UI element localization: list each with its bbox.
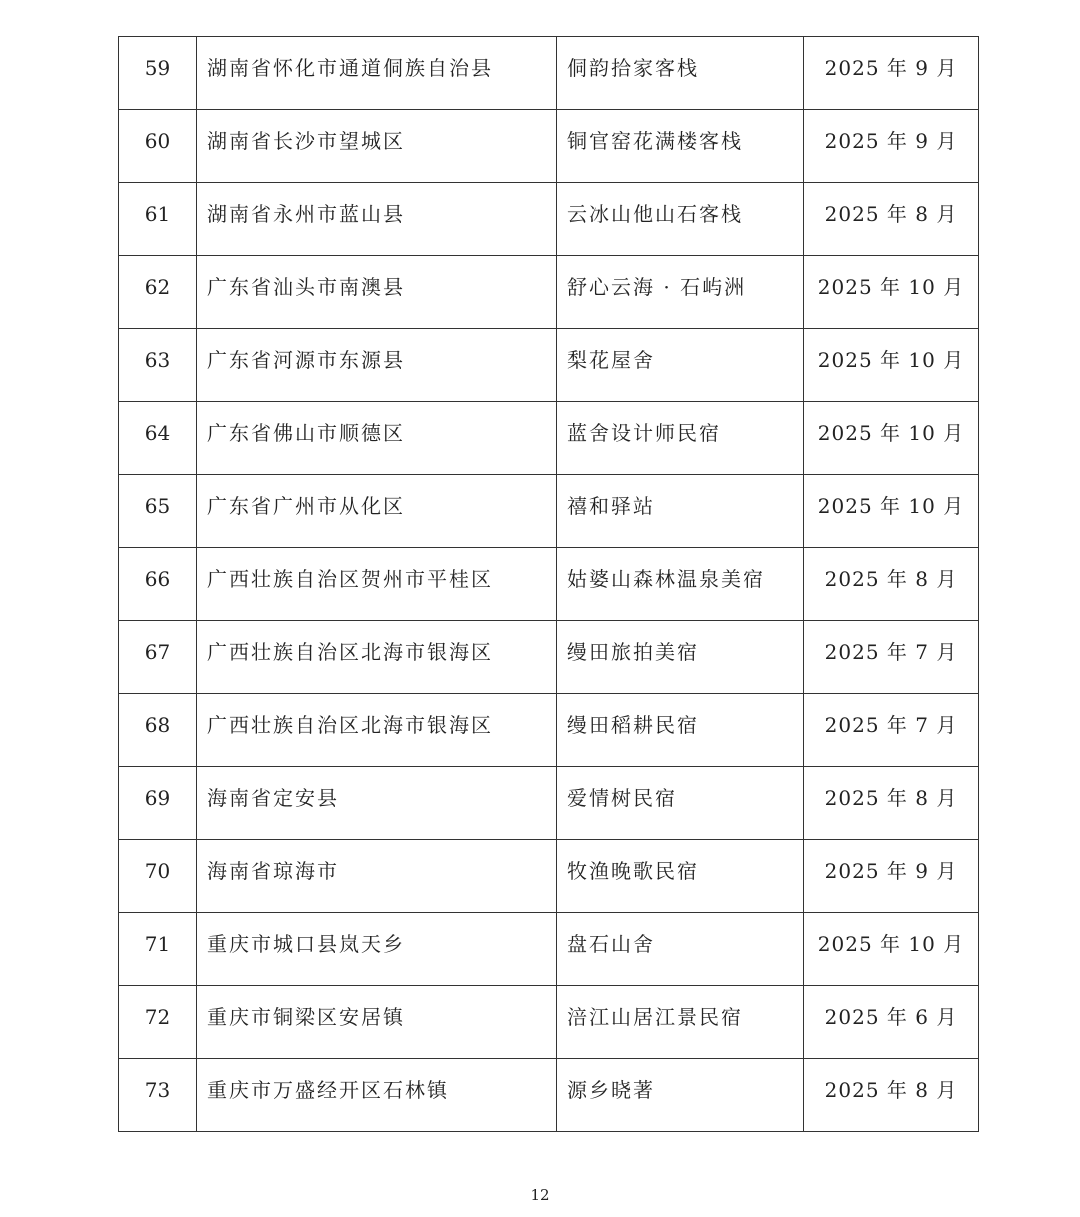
homestay-name-cell: 禧和驿站 [557, 475, 804, 548]
table-row [119, 621, 979, 694]
row-number: 70 [119, 840, 197, 913]
date-cell: 2025 年 8 月 [804, 183, 979, 256]
homestay-name-cell: 缦田旅拍美宿 [557, 621, 804, 694]
homestay-name-cell: 梨花屋舍 [557, 329, 804, 402]
location-cell: 广东省河源市东源县 [197, 329, 557, 402]
date-cell: 2025 年 10 月 [804, 329, 979, 402]
table-row [119, 694, 979, 767]
table-row [119, 183, 979, 256]
row-number: 61 [119, 183, 197, 256]
homestay-name-cell: 侗韵拾家客栈 [557, 37, 804, 110]
table-row [119, 767, 979, 840]
location-cell: 湖南省怀化市通道侗族自治县 [197, 37, 557, 110]
row-number: 64 [119, 402, 197, 475]
homestay-name-cell: 蓝舍设计师民宿 [557, 402, 804, 475]
date-cell: 2025 年 7 月 [804, 694, 979, 767]
table-row [119, 986, 979, 1059]
homestay-name-cell: 姑婆山森林温泉美宿 [557, 548, 804, 621]
location-cell: 广东省汕头市南澳县 [197, 256, 557, 329]
row-number: 72 [119, 986, 197, 1059]
row-number: 68 [119, 694, 197, 767]
page-number: 12 [530, 1186, 550, 1204]
row-number: 59 [119, 37, 197, 110]
homestay-name-cell: 牧渔晚歌民宿 [557, 840, 804, 913]
row-number: 69 [119, 767, 197, 840]
location-cell: 湖南省永州市蓝山县 [197, 183, 557, 256]
table-row [119, 110, 979, 183]
row-number: 60 [119, 110, 197, 183]
date-cell: 2025 年 8 月 [804, 767, 979, 840]
homestay-name-cell: 铜官窑花满楼客栈 [557, 110, 804, 183]
location-cell: 海南省琼海市 [197, 840, 557, 913]
table-row [119, 37, 979, 110]
table-row [119, 256, 979, 329]
date-cell: 2025 年 8 月 [804, 548, 979, 621]
date-cell: 2025 年 7 月 [804, 621, 979, 694]
row-number: 71 [119, 913, 197, 986]
homestay-name-cell: 云冰山他山石客栈 [557, 183, 804, 256]
location-cell: 广西壮族自治区贺州市平桂区 [197, 548, 557, 621]
homestay-table [118, 36, 979, 1132]
location-cell: 海南省定安县 [197, 767, 557, 840]
date-cell: 2025 年 9 月 [804, 110, 979, 183]
table-row [119, 329, 979, 402]
date-cell: 2025 年 9 月 [804, 37, 979, 110]
date-cell: 2025 年 9 月 [804, 840, 979, 913]
location-cell: 广东省广州市从化区 [197, 475, 557, 548]
homestay-name-cell: 缦田稻耕民宿 [557, 694, 804, 767]
row-number: 67 [119, 621, 197, 694]
date-cell: 2025 年 6 月 [804, 986, 979, 1059]
location-cell: 湖南省长沙市望城区 [197, 110, 557, 183]
table-row [119, 548, 979, 621]
homestay-name-cell: 涪江山居江景民宿 [557, 986, 804, 1059]
location-cell: 重庆市铜梁区安居镇 [197, 986, 557, 1059]
table-row [119, 475, 979, 548]
date-cell: 2025 年 8 月 [804, 1059, 979, 1132]
table-row [119, 402, 979, 475]
homestay-name-cell: 盘石山舍 [557, 913, 804, 986]
table-row [119, 840, 979, 913]
date-cell: 2025 年 10 月 [804, 475, 979, 548]
location-cell: 重庆市万盛经开区石林镇 [197, 1059, 557, 1132]
row-number: 62 [119, 256, 197, 329]
date-cell: 2025 年 10 月 [804, 913, 979, 986]
row-number: 65 [119, 475, 197, 548]
homestay-name-cell: 爱情树民宿 [557, 767, 804, 840]
row-number: 73 [119, 1059, 197, 1132]
location-cell: 广西壮族自治区北海市银海区 [197, 694, 557, 767]
location-cell: 广西壮族自治区北海市银海区 [197, 621, 557, 694]
location-cell: 广东省佛山市顺德区 [197, 402, 557, 475]
location-cell: 重庆市城口县岚天乡 [197, 913, 557, 986]
homestay-name-cell: 源乡晓著 [557, 1059, 804, 1132]
date-cell: 2025 年 10 月 [804, 256, 979, 329]
date-cell: 2025 年 10 月 [804, 402, 979, 475]
row-number: 63 [119, 329, 197, 402]
homestay-name-cell: 舒心云海 · 石屿洲 [557, 256, 804, 329]
table-row [119, 913, 979, 986]
row-number: 66 [119, 548, 197, 621]
table-row [119, 1059, 979, 1132]
